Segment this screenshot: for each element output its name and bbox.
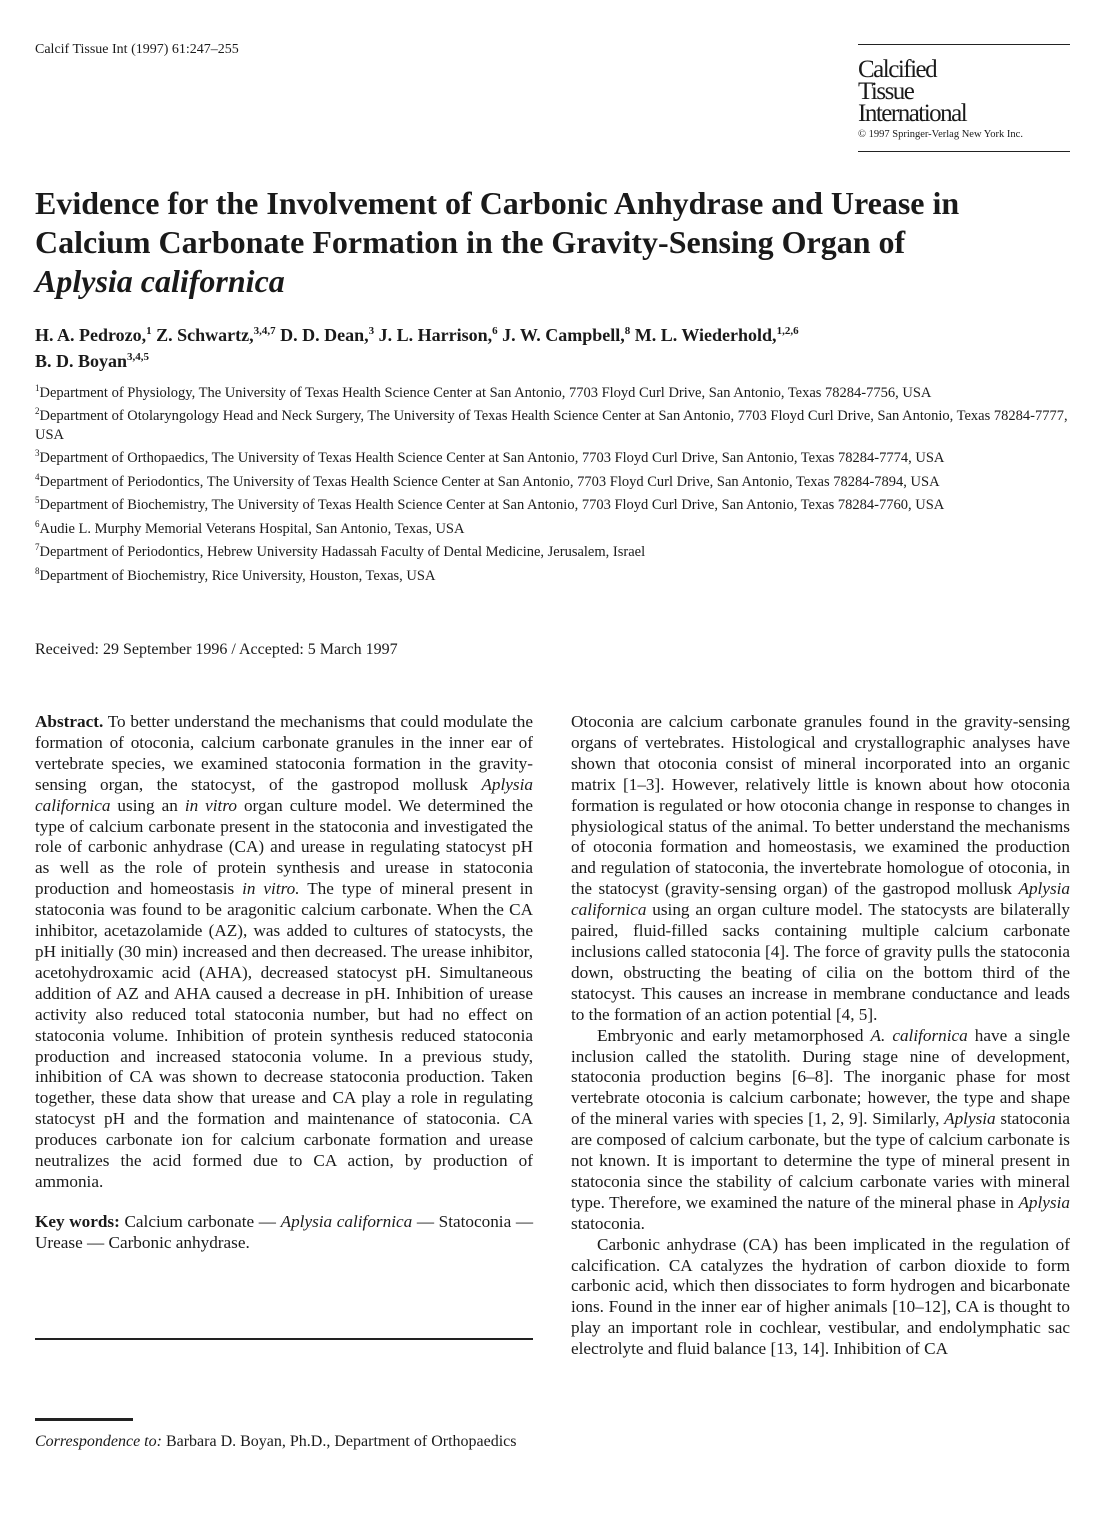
affiliation-list: [35, 379, 1075, 585]
author: J. W. Campbell,: [502, 325, 625, 345]
author-sup: 3: [368, 325, 375, 337]
title-line-2: Calcium Carbonate Formation in the Gravity-Sensing Organ of: [35, 224, 906, 260]
author-sup: 3,4,5: [127, 351, 150, 363]
author: D. D. Dean,: [280, 325, 369, 345]
affiliation: $^1$Department of Physiology, The University of Texas Health Science Center at San Antonio, 7703 Floyd Curl Drive, San Antonio, Texas 78284-7756, USA: [35, 383, 932, 401]
logo-copyright: © 1997 Springer-Verlag New York Inc.: [858, 129, 1023, 140]
received-dates: Received: 29 September 1996 / Accepted: 5 March 1997: [35, 641, 398, 658]
keywords-label: Key words:: [35, 1211, 120, 1231]
author: H. A. Pedrozo,: [35, 325, 147, 345]
journal-logo: [858, 44, 1070, 152]
affiliation: $^7$Department of Periodontics, Hebrew University Hadassah Faculty of Dental Medicine, Jerusalem, Israel: [35, 542, 646, 560]
author-sup: 6: [492, 325, 498, 337]
footnote-rule: [35, 1418, 133, 1421]
right-column: [571, 712, 1070, 1360]
left-column: [35, 712, 533, 1254]
author-sup: 8: [624, 325, 631, 337]
body-paragraph: Otoconia are calcium carbonate granules found in the gravity-sensing organs of vertebrates. Histological and crystallographic analyses have shown that otoconia consist of mineral incorporated into an organic matrix [1–3]. However, relatively little is known about how otoconia formation is regulated or how otoconia change in response to changes in physiological status of the animal. To better understand the mechanisms of otoconia formation and homeostasis, we examined the production and regulation of statoconia, the invertebrate homologue of otoconia, in the statocyst (gravity-sensing organ) of the gastropod mollusk Aplysia californica using an organ culture model. The statocysts are bilaterally paired, fluid-filled sacks containing multiple calcium carbonate inclusions called statoconia [4]. The force of gravity pulls the statoconia down, obstructing the beating of cilia on the bottom third of the statocyst. This causes an increase in membrane conductance and leads to the formation of an action potential [4, 5].: [571, 712, 1071, 1024]
paper-title: [35, 184, 1075, 301]
author: B. D. Boyan: [35, 351, 128, 371]
affiliation: $^3$Department of Orthopaedics, The University of Texas Health Science Center at San Antonio, 7703 Floyd Curl Drive, San Antonio, Texas 78284-7774, USA: [35, 448, 945, 467]
author: M. L. Wiederhold,: [634, 325, 777, 345]
title-line-1: Evidence for the Involvement of Carbonic Anhydrase and Urease in: [35, 185, 960, 221]
author: J. L. Harrison,: [378, 325, 493, 345]
affiliation: $^4$Department of Periodontics, The University of Texas Health Science Center at San Antonio, 7703 Floyd Curl Drive, San Antonio, Texas 78284-7894, USA: [35, 471, 940, 490]
author: Z. Schwartz,: [156, 325, 254, 345]
affiliation: $^8$Department of Biochemistry, Rice University, Houston, Texas, USA: [35, 565, 436, 584]
abstract-label: Abstract.: [35, 712, 104, 731]
body-paragraph: Carbonic anhydrase (CA) has been implicated in the regulation of calcification. CA catalyzes the hydration of carbon dioxide to form carbonic acid, which then dissociates to form hydrogen and bicarbonate ions. Found in the inner ear of higher animals [10–12], CA is thought to play an important role in cochlear, vestibular, and endolymphatic sac electrolyte and fluid balance [13, 14]. Inhibition of CA: [571, 1234, 1070, 1359]
abstract: Abstract. To better understand the mechanisms that could modulate the formation of otoconia, calcium carbonate granules in the inner ear of vertebrate species, we examined statoconia formation in the gravity-sensing organ, the statocyst, of the gastropod mollusk Aplysia californica using an in vitro organ culture model. We determined the type of calcium carbonate present in the statoconia and investigated the role of carbonic anhydrase (CA) and urease in regulating statocyst pH as well as the role of protein synthesis and urease in statoconia production and homeostasis in vitro. The type of mineral present in statoconia was found to be aragonitic calcium carbonate. When the CA inhibitor, acetazolamide (AZ), was added to cultures of statocysts, the pH initially (30 min) increased and then decreased. The urease inhibitor, acetohydroxamic acid (AHA), decreased statocyst pH. Simultaneous addition of AZ and AHA caused a decrease in pH. Inhibition of urease activity also reduced total statoconia number, but had no effect on statoconia volume. Inhibition of protein synthesis reduced statoconia production and increased statoconia volume. In a previous study, inhibition of CA was shown to decrease statoconia production. Taken together, these data show that urease and CA play a role in regulating statocyst pH and the formation and maintenance of statoconia. CA produces carbonate ion for calcium carbonate formation and urease neutralizes the acid formed due to CA action, by production of ammonia.: [35, 712, 534, 1191]
author-sup: 3,4,7: [253, 325, 276, 337]
body-paragraph: Embryonic and early metamorphosed A. californica have a single inclusion called the statolith. During stage nine of development, statoconia production begins [6–8]. The inorganic phase for most vertebrate otoconia is calcium carbonate; however, the type and shape of the mineral varies with species [1, 2, 9]. Similarly, Aplysia statoconia are composed of calcium carbonate, but the type of calcium carbonate is not known. It is important to determine the type of mineral present in statoconia since the stability of calcium carbonate varies with mineral type. Therefore, we examined the nature of the mineral phase in Aplysia statoconia.: [571, 1025, 1071, 1233]
author-sup: 1: [146, 325, 152, 337]
logo-line-1: Calcified: [858, 56, 937, 83]
affiliation: $^5$Department of Biochemistry, The University of Texas Health Science Center at San Antonio, 7703 Floyd Curl Drive, San Antonio, Texas 78284-7760, USA: [35, 495, 945, 514]
section-rule: [35, 1338, 533, 1340]
author-list: [35, 320, 1075, 372]
author-sup: 1,2,6: [776, 325, 799, 337]
logo-line-3: International: [858, 100, 967, 127]
affiliation: $^6$Audie L. Murphy Memorial Veterans Hospital, San Antonio, Texas, USA: [35, 518, 465, 537]
affiliation: $^2$Department of Otolaryngology Head and Neck Surgery, The University of Texas Health Science Center at San Antonio, 7703 Floyd Curl Drive, San Antonio, Texas 78284-7777, USA: [35, 406, 1068, 443]
correspondence-label: Correspondence to:: [35, 1433, 162, 1450]
title-species: Aplysia californica: [35, 263, 285, 299]
logo-line-2: Tissue: [858, 78, 914, 105]
correspondence-footnote: Correspondence to: Barbara D. Boyan, Ph.D., Department of Orthopaedics: [35, 1433, 517, 1450]
keywords: Key words: Calcium carbonate — Aplysia californica — Statoconia — Urease — Carbonic anhydrase.: [35, 1211, 534, 1252]
journal-citation: Calcif Tissue Int (1997) 61:247–255: [35, 42, 239, 57]
